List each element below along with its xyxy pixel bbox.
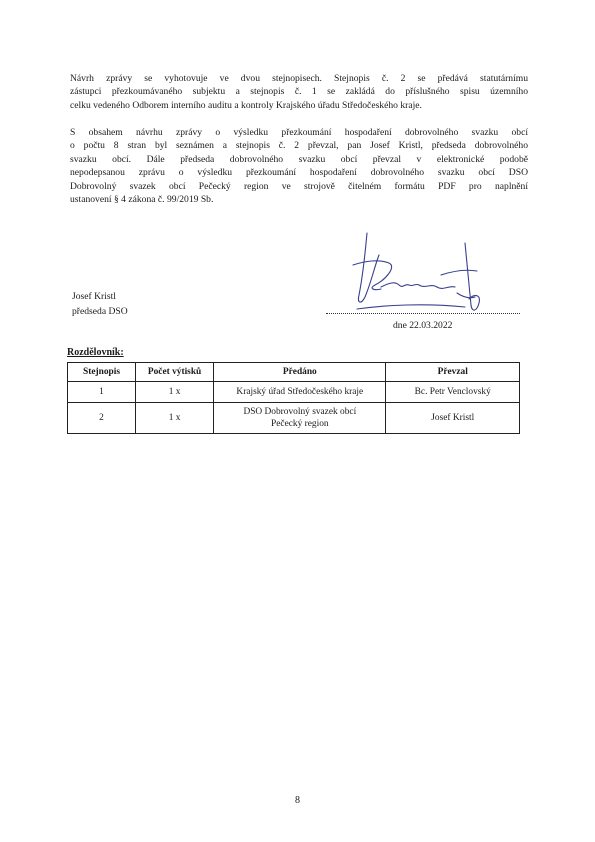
received-by: Bc. Petr Venclovský — [386, 382, 520, 403]
text-line: celku vedeného Odborem interního auditu a kontroly Krajského úřadu Středočeského kraje. — [70, 99, 422, 111]
text-line: zástupci přezkoumávaného subjektu a stejnopis č. 1 se zakládá do příslušného spisu územního — [70, 86, 528, 98]
copy-count: 1 x — [135, 403, 213, 434]
signature-date: dne 22.03.2022 — [393, 320, 453, 331]
column-header: Předáno — [214, 363, 386, 382]
text-line: S obsahem návrhu zprávy o výsledku přezkoumání hospodaření dobrovolného svazku obcí — [70, 127, 528, 138]
signer-name: Josef Kristl — [72, 291, 116, 302]
distribution-table — [67, 362, 520, 434]
received-by: Josef Kristl — [386, 403, 520, 434]
distribution-title: Rozdělovník: — [67, 347, 124, 358]
table-row — [68, 403, 520, 434]
column-header: Stejnopis — [68, 363, 136, 382]
page-number: 8 — [295, 795, 300, 806]
copy-count: 1 x — [135, 382, 213, 403]
copy-number: 2 — [68, 403, 136, 434]
table-header-row — [68, 363, 520, 382]
column-header: Převzal — [386, 363, 520, 382]
report-copies-paragraph — [70, 72, 528, 112]
handed-to-line: DSO Dobrovolný svazek obcí — [243, 407, 357, 417]
text-line: Dobrovolný svazek obcí Pečecký region ve strojově čitelném formátu PDF pro naplnění — [70, 180, 528, 192]
text-line: Návrh zprávy se vyhotovuje ve dvou stejnopisech. Stejnopis č. 2 se předává statutárnímu — [70, 73, 528, 84]
signer-block — [72, 290, 128, 319]
handed-to — [214, 382, 386, 403]
acknowledgement-paragraph — [70, 126, 528, 206]
handed-to-line: Pečecký region — [271, 419, 329, 429]
copy-number: 1 — [68, 382, 136, 403]
signature-line — [326, 305, 520, 314]
column-header: Počet výtisků — [135, 363, 213, 382]
text-line: ustanovení § 4 zákona č. 99/2019 Sb. — [70, 194, 214, 206]
text-line: o počtu 8 stran byl seznámen a stejnopis č. 2 převzal, pan Josef Kristl, předseda dobrovolného — [70, 140, 528, 152]
table-row — [68, 382, 520, 403]
text-line: nepodepsanou zprávu o výsledku přezkoumání hospodaření dobrovolného svazku obcí DSO — [70, 167, 528, 179]
text-line: svazku obcí. Dále předseda dobrovolného svazku obcí převzal v elektronické podobě — [70, 153, 528, 165]
handed-to — [214, 403, 386, 434]
signer-role: předseda DSO — [72, 305, 128, 317]
handed-to-line: Krajský úřad Středočeského kraje — [236, 387, 364, 397]
